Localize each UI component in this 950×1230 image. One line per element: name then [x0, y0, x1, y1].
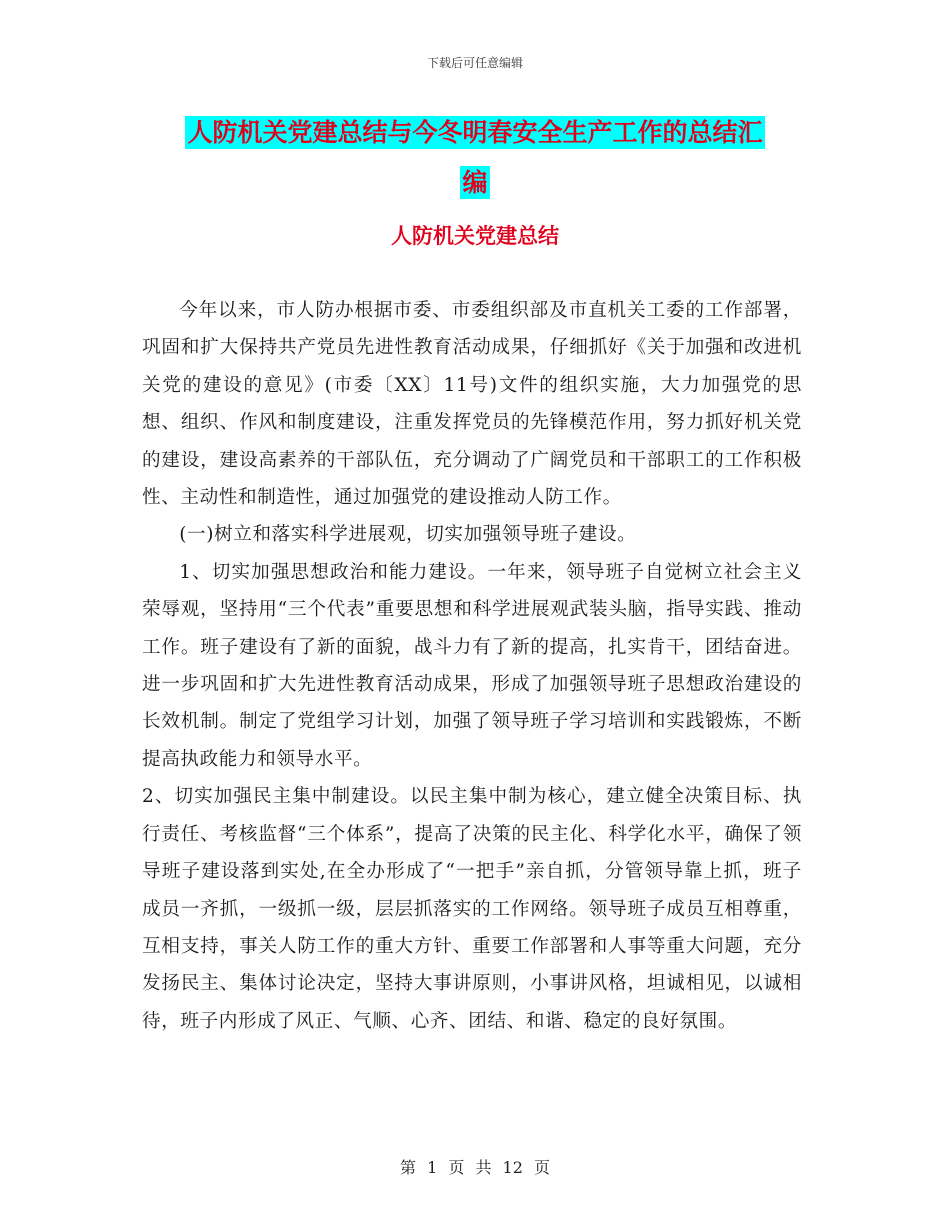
paragraph-intro: 今年以来，市人防办根据市委、市委组织部及市直机关工委的工作部署，巩固和扩大保持共产党员先进性教育活动成果，仔细抓好《关于加强和改进机关党的建设的意见》(市委〔XX〕11号)文件的组织实施，大力加强党的思想、组织、作风和制度建设，注重发挥党员的先锋模范作用，努力抓好机关党的建设，建设高素养的干部队伍，充分调动了广阔党员和干部职工的工作积极性、主动性和制造性，通过加强党的建设推动人防工作。: [142, 300, 802, 509]
title-line-2: 编: [462, 168, 488, 197]
paragraph-item-2: 2、切实加强民主集中制建设。以民主集中制为核心，建立健全决策目标、执行责任、考核监督“三个体系”，提高了决策的民主化、科学化水平，确保了领导班子建设落到实处,在全办形成了“一把手”亲自抓，分管领导靠上抓，班子成员一齐抓，一级抓一级，层层抓落实的工作网络。领导班子成员互相尊重，互相支持，事关人防工作的重大方针、重要工作部署和人事等重大问题，充分发扬民主、集体讨论决定，坚持大事讲原则，小事讲风格，坦诚相见，以诚相待，班子内形成了风正、气顺、心齐、团结、和谐、稳定的良好氛围。: [142, 786, 802, 1032]
section-title: 人防机关党建总结: [391, 224, 559, 248]
paragraph-heading-1: (一)树立和落实科学进展观，切实加强领导班子建设。: [179, 524, 637, 546]
document-body: [142, 292, 802, 1040]
paragraph-item-1: 1、切实加强思想政治和能力建设。一年来，领导班子自觉树立社会主义荣辱观，坚持用“三个代表”重要思想和科学进展观武装头脑，指导实践、推动工作。班子建设有了新的面貌，战斗力有了新的提高，扎实肯干，团结奋进。进一步巩固和扩大先进性教育活动成果，形成了加强领导班子思想政治建设的长效机制。制定了党组学习计划，加强了领导班子学习培训和实践锻炼，不断提高执政能力和领导水平。: [142, 561, 802, 770]
title-line-1: 人防机关党建总结与今冬明春安全生产工作的总结汇: [187, 118, 763, 147]
header-note: 下载后可任意编辑: [426, 56, 523, 70]
document-title: [140, 108, 810, 208]
page-footer: 第 1 页 共 12 页: [400, 1158, 550, 1177]
